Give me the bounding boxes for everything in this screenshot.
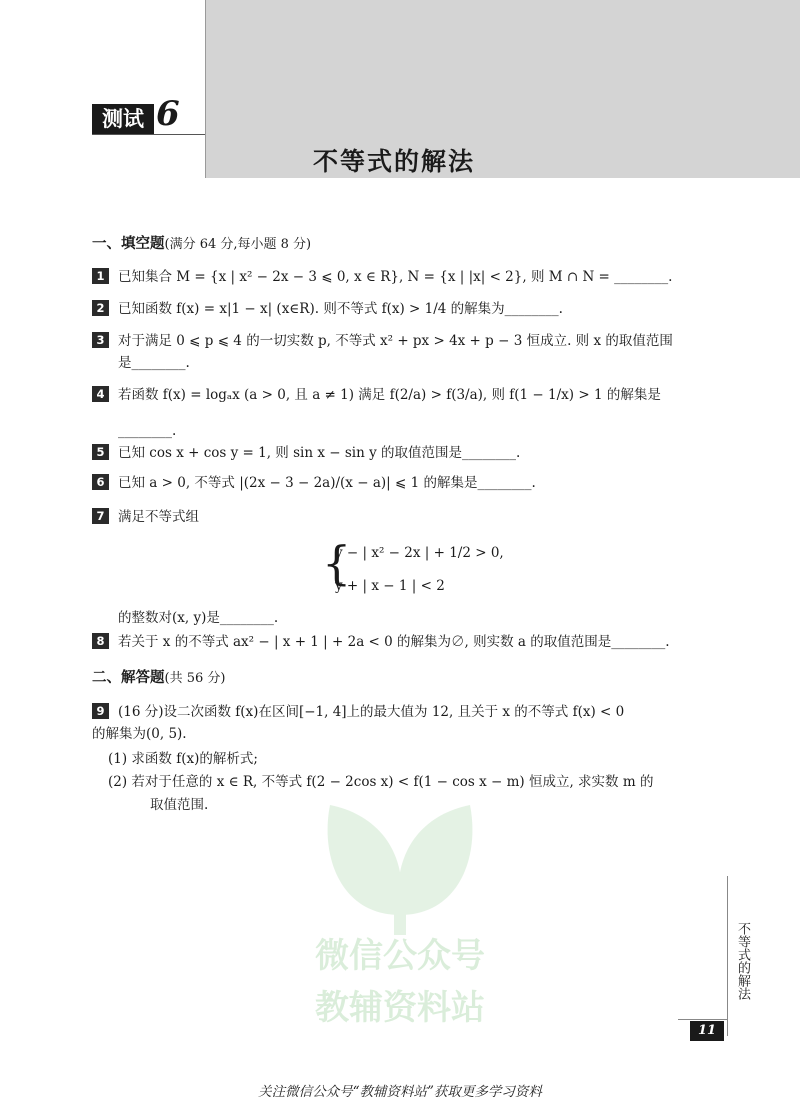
question-number: 9 [92, 703, 109, 719]
side-chapter-title: 不等式的解法 [735, 922, 750, 1000]
question-number: 5 [92, 444, 109, 460]
question-number: 4 [92, 386, 109, 402]
question-4 [92, 384, 712, 442]
section2-heading [92, 666, 225, 687]
header-band [205, 0, 800, 178]
question-8 [92, 631, 712, 653]
header-divider [205, 0, 206, 178]
question-7-cont: 的整数对(x, y)是________. [118, 610, 279, 626]
page-number: 11 [690, 1021, 724, 1041]
side-rule [727, 876, 728, 1036]
question-text: 已知函数 f(x) = x|1 − x| (x∈R). 则不等式 f(x) > 1/4 的解集为________. [118, 301, 563, 317]
question-text: 对于满足 0 ⩽ p ⩽ 4 的一切实数 p, 不等式 x² + px > 4x + p − 3 恒成立. 则 x 的取值范围 [118, 333, 673, 349]
footer-note: 关注微信公众号“教辅资料站”获取更多学习资料 [258, 1084, 542, 1100]
question-text: 满足不等式组 [118, 509, 199, 525]
question-9 [92, 701, 712, 745]
question-text-cont: 的解集为(0, 5). [92, 726, 187, 742]
question-5 [92, 442, 712, 464]
question-number: 3 [92, 332, 109, 348]
question-number: 7 [92, 508, 109, 524]
section1-note: (满分 64 分,每小题 8 分) [164, 237, 312, 252]
watermark-line1: 微信公众号 [315, 936, 485, 976]
test-label: 测试 [92, 104, 154, 134]
system-line-2: y + | x − 1 | < 2 [335, 578, 445, 594]
page-title: 不等式的解法 [313, 147, 476, 176]
header-rule [92, 134, 205, 135]
question-number: 2 [92, 300, 109, 316]
question-3 [92, 330, 712, 374]
question-text: 已知 cos x + cos y = 1, 则 sin x − sin y 的取值范围是________. [118, 445, 521, 461]
question-text-cont: ________. [118, 423, 177, 439]
section1-title: 一、填空题 [92, 236, 165, 252]
question-9-part-2-cont: 取值范围. [150, 797, 209, 813]
question-1 [92, 266, 712, 288]
question-7 [92, 506, 712, 528]
section2-title: 二、解答题 [92, 670, 165, 686]
system-line-1: y − | x² − 2x | + 1/2 > 0, [335, 545, 504, 561]
question-number: 8 [92, 633, 109, 649]
question-text: 若函数 f(x) = logₐx (a > 0, 且 a ≠ 1) 满足 f(2/a) > f(3/a), 则 f(1 − 1/x) > 1 的解集是 [118, 387, 661, 403]
watermark-text [300, 930, 500, 1034]
test-number: 6 [156, 94, 180, 134]
question-2 [92, 298, 712, 320]
section2-note: (共 56 分) [164, 671, 226, 686]
page-rule [678, 1019, 728, 1020]
question-text: (16 分)设二次函数 f(x)在区间[−1, 4]上的最大值为 12, 且关于 x 的不等式 f(x) < 0 [118, 704, 625, 720]
question-number: 6 [92, 474, 109, 490]
watermark-line2: 教辅资料站 [315, 988, 485, 1028]
question-text: 已知集合 M = {x | x² − 2x − 3 ⩽ 0, x ∈ R}, N = {x | |x| < 2}, 则 M ∩ N = ________. [118, 269, 673, 285]
section1-heading [92, 232, 311, 253]
question-6 [92, 472, 712, 494]
question-9-part-1: (1) 求函数 f(x)的解析式; [108, 751, 258, 767]
question-text: 已知 a > 0, 不等式 |(2x − 3 − 2a)/(x − a)| ⩽ 1 的解集是________. [118, 475, 536, 491]
system-brace: { [322, 536, 352, 590]
question-number: 1 [92, 268, 109, 284]
question-text: 若关于 x 的不等式 ax² − | x + 1 | + 2a < 0 的解集为∅, 则实数 a 的取值范围是________. [118, 634, 670, 650]
question-9-part-2: (2) 若对于任意的 x ∈ R, 不等式 f(2 − 2cos x) < f(1 − cos x − m) 恒成立, 求实数 m 的 [108, 774, 654, 790]
question-text-cont: 是________. [118, 355, 190, 371]
